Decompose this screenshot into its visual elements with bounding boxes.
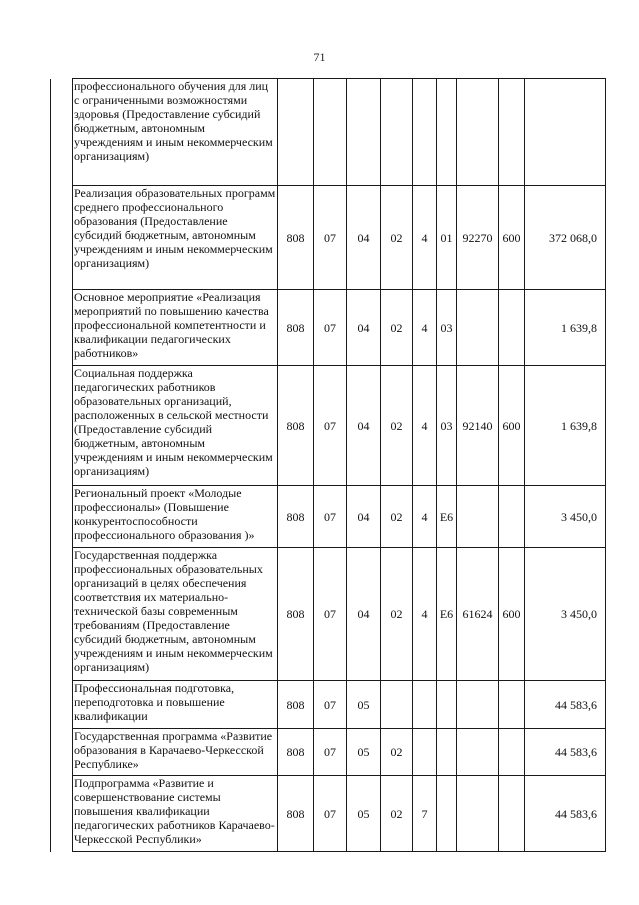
cell-rz: 07 [314, 681, 347, 729]
cell-expense-type: 600 [499, 366, 525, 486]
cell-direction [457, 729, 499, 776]
cell-expense-type [499, 486, 525, 548]
row-name: Реализация образовательных программ среднего профессионального образования (Предоставление субсидий бюджетным, автономным учреждениям и иным некоммерческим организациям) [73, 186, 278, 290]
row-name: Подпрограмма «Развитие и совершенствование системы повышения квалификации педагогических работников Карачаево-Черкесской Республики» [73, 776, 278, 852]
cell-rz: 07 [314, 290, 347, 366]
cell-rz: 07 [314, 729, 347, 776]
table-row [51, 366, 606, 486]
cell-amount: 1 639,8 [525, 366, 606, 486]
cell-event: Е6 [437, 548, 457, 681]
cell-pr: 05 [347, 681, 381, 729]
cell-pr: 05 [347, 776, 381, 852]
cell-pr: 04 [347, 366, 381, 486]
cell-direction [457, 776, 499, 852]
left-margin-cell [51, 548, 73, 681]
left-margin-cell [51, 486, 73, 548]
cell-direction [457, 79, 499, 186]
cell-amount: 44 583,6 [525, 729, 606, 776]
cell-event: 03 [437, 290, 457, 366]
cell-program: 02 [381, 366, 413, 486]
cell-rz: 07 [314, 186, 347, 290]
cell-event: Е6 [437, 486, 457, 548]
cell-direction [457, 486, 499, 548]
table-row [51, 186, 606, 290]
cell-pr: 04 [347, 186, 381, 290]
cell-program [381, 79, 413, 186]
budget-table [50, 78, 606, 852]
cell-rz: 07 [314, 486, 347, 548]
cell-pr [347, 79, 381, 186]
cell-rz [314, 79, 347, 186]
cell-expense-type: 600 [499, 548, 525, 681]
cell-event [437, 776, 457, 852]
cell-gr: 808 [278, 290, 314, 366]
cell-event [437, 729, 457, 776]
cell-expense-type [499, 729, 525, 776]
table-row [51, 548, 606, 681]
cell-subprogram: 4 [413, 186, 437, 290]
cell-event [437, 681, 457, 729]
row-name: профессионального обучения для лиц с ограниченными возможностями здоровья (Предоставление субсидий бюджетным, автономным учреждениям и иным некоммерческим организациям) [73, 79, 278, 186]
left-margin-cell [51, 729, 73, 776]
cell-pr: 04 [347, 486, 381, 548]
cell-subprogram [413, 729, 437, 776]
cell-expense-type [499, 290, 525, 366]
cell-pr: 05 [347, 729, 381, 776]
cell-program [381, 681, 413, 729]
cell-program: 02 [381, 729, 413, 776]
cell-subprogram [413, 681, 437, 729]
cell-gr [278, 79, 314, 186]
left-margin-cell [51, 681, 73, 729]
cell-amount: 44 583,6 [525, 776, 606, 852]
left-margin-cell [51, 79, 73, 186]
cell-expense-type [499, 681, 525, 729]
row-name: Профессиональная подготовка, переподготовка и повышение квалификации [73, 681, 278, 729]
cell-amount: 3 450,0 [525, 486, 606, 548]
row-name: Основное мероприятие «Реализация мероприятий по повышению качества профессиональной компетентности и квалификации педагогических работников» [73, 290, 278, 366]
cell-expense-type: 600 [499, 186, 525, 290]
cell-rz: 07 [314, 776, 347, 852]
table-row [51, 776, 606, 852]
cell-rz: 07 [314, 548, 347, 681]
cell-subprogram: 7 [413, 776, 437, 852]
cell-amount: 372 068,0 [525, 186, 606, 290]
cell-direction: 92270 [457, 186, 499, 290]
cell-amount: 44 583,6 [525, 681, 606, 729]
cell-gr: 808 [278, 681, 314, 729]
cell-gr: 808 [278, 776, 314, 852]
cell-pr: 04 [347, 290, 381, 366]
cell-subprogram: 4 [413, 290, 437, 366]
cell-amount [525, 79, 606, 186]
cell-amount: 1 639,8 [525, 290, 606, 366]
left-margin-cell [51, 366, 73, 486]
cell-direction: 61624 [457, 548, 499, 681]
cell-expense-type [499, 776, 525, 852]
cell-program: 02 [381, 290, 413, 366]
left-margin-cell [51, 186, 73, 290]
row-name: Региональный проект «Молодые профессионалы» (Повышение конкурентоспособности профессионального образования )» [73, 486, 278, 548]
left-margin-cell [51, 290, 73, 366]
row-name: Государственная программа «Развитие образования в Карачаево-Черкесской Республике» [73, 729, 278, 776]
cell-program: 02 [381, 486, 413, 548]
table-row [51, 681, 606, 729]
cell-gr: 808 [278, 366, 314, 486]
cell-event: 03 [437, 366, 457, 486]
row-name: Государственная поддержка профессиональных образовательных организаций в целях обеспечения соответствия их материально-технической базы современным требованиям (Предоставление субсидий бюджетным, автономным учреждениям и иным некоммерческим организациям) [73, 548, 278, 681]
cell-event [437, 79, 457, 186]
cell-pr: 04 [347, 548, 381, 681]
table-row [51, 79, 606, 186]
cell-gr: 808 [278, 729, 314, 776]
cell-program: 02 [381, 776, 413, 852]
cell-subprogram: 4 [413, 486, 437, 548]
cell-gr: 808 [278, 186, 314, 290]
cell-direction [457, 681, 499, 729]
cell-event: 01 [437, 186, 457, 290]
cell-direction [457, 290, 499, 366]
row-name: Социальная поддержка педагогических работников образовательных организаций, расположенных в сельской местности (Предоставление субсидий бюджетным, автономным учреждениям и иным некоммерческим организациям) [73, 366, 278, 486]
table-row [51, 486, 606, 548]
page-number: 71 [313, 50, 326, 64]
left-margin-cell [51, 776, 73, 852]
cell-program: 02 [381, 548, 413, 681]
cell-gr: 808 [278, 548, 314, 681]
table-row [51, 729, 606, 776]
budget-table-body [51, 79, 606, 852]
cell-gr: 808 [278, 486, 314, 548]
cell-subprogram [413, 79, 437, 186]
cell-direction: 92140 [457, 366, 499, 486]
cell-expense-type [499, 79, 525, 186]
table-row [51, 290, 606, 366]
cell-subprogram: 4 [413, 548, 437, 681]
cell-rz: 07 [314, 366, 347, 486]
cell-amount: 3 450,0 [525, 548, 606, 681]
cell-program: 02 [381, 186, 413, 290]
cell-subprogram: 4 [413, 366, 437, 486]
